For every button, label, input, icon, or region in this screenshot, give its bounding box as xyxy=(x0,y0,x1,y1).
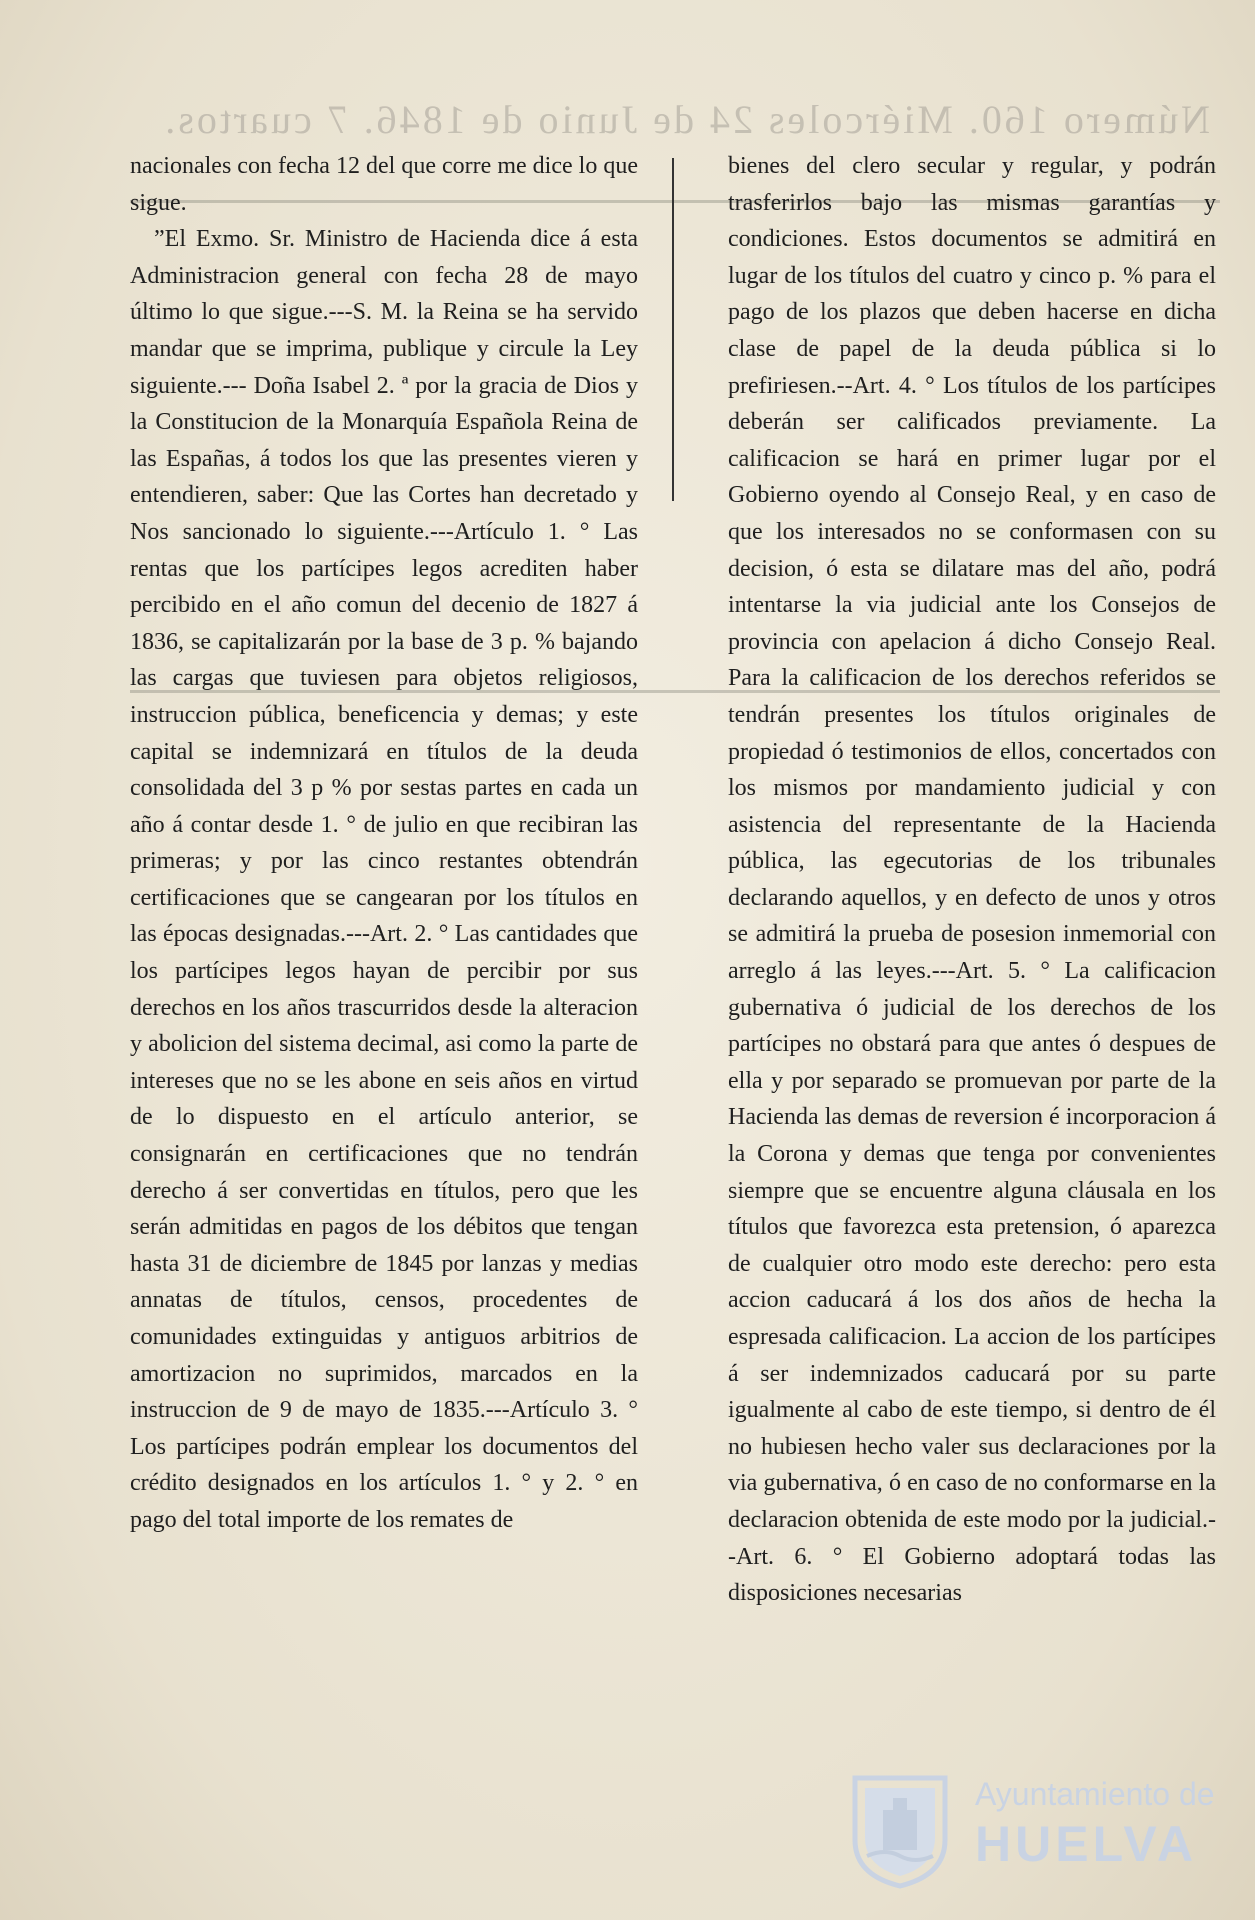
watermark-line1: Ayuntamiento de xyxy=(975,1776,1215,1812)
left-column xyxy=(130,148,638,1539)
watermark-line2: HUELVA xyxy=(975,1816,1198,1872)
huelva-watermark xyxy=(845,1770,1215,1890)
watermark-text xyxy=(975,1776,1215,1873)
right-column xyxy=(728,148,1216,1612)
header-bleed-through: Número 160. Miércoles 24 de Junio de 1846. 7 cuartos. xyxy=(162,97,1210,142)
column-divider xyxy=(672,158,674,501)
left-paragraph-1: nacionales con fecha 12 del que corre me dice lo que sigue. xyxy=(130,153,638,216)
right-paragraph-1: bienes del clero secular y regular, y podrán trasferirlos bajo las mismas garantías y condiciones. Estos documentos se admitirá en lugar de los títulos del cuatro y cinco p. % para el pago de los plazos que deben hacerse en dicha clase de papel de la deuda pública si lo prefiriesen.--Art. 4. ° Los títulos de los partícipes deberán ser calificados previamente. La calificacion se hará en primer lugar por el Gobierno oyendo al Consejo Real, y en caso de que los interesados no se conformasen con su decision, ó esta se dilatare mas del año, podrá intentarse la via judicial ante los Consejos de provincia con apelacion á dicho Consejo Real. Para la calificacion de los derechos referidos se tendrán presentes los títulos originales de propiedad ó testimonios de ellos, concertados con los mismos por mandamiento judicial y con asistencia del representante de la Hacienda pública, las egecutorias de los tribunales declarando aquellos, y en defecto de unos y otros se admitirá la prueba de posesion inmemorial con arreglo á las leyes.---Art. 5. ° La calificacion gubernativa ó judicial de los derechos de los partícipes no obstará para que antes ó despues de ella y por separado se promuevan por parte de la Hacienda las demas de reversion é incorporacion á la Corona y demas que tenga por convenientes siempre que se encuentre alguna cláusala en los títulos que favorezca esta pretension, ó aparezca de cualquier otro modo este derecho: pero esta accion caducará á los dos años de hecha la espresada calificacion. La accion de los partícipes á ser indemnizados caducará por su parte igualmente al cabo de este tiempo, si dentro de él no hubiesen hecho valer sus declaraciones por la via gubernativa, ó en caso de no conformarse en la declaracion obtenida de este modo por la judicial.--Art. 6. ° El Gobierno adoptará todas las disposiciones necesarias xyxy=(728,153,1216,1607)
huelva-crest-icon xyxy=(845,1770,955,1890)
left-paragraph-2: ”El Exmo. Sr. Ministro de Hacienda dice á esta Administracion general con fecha 28 de mayo último lo que sigue.---S. M. la Reina se ha servido mandar que se imprima, publique y circule la Ley siguiente.--- Doña Isabel 2. ª por la gracia de Dios y la Constitucion de la Monarquía Española Reina de las Españas, á todos los que las presentes vieren y entendieren, saber: Que las Cortes han decretado y Nos sancionado lo siguiente.---Artículo 1. ° Las rentas que los partícipes legos acrediten haber percibido en el año comun del decenio de 1827 á 1836, se capitalizarán por la base de 3 p. % bajando las cargas que tuviesen para objetos religiosos, instruccion pública, beneficencia y demas; y este capital se indemnizará en títulos de la deuda consolidada del 3 p % por sestas partes en cada un año á contar desde 1. ° de julio en que recibiran las primeras; y por las cinco restantes obtendrán certificaciones que se cangearan por los títulos en las épocas designadas.---Art. 2. ° Las cantidades que los partícipes legos hayan de percibir por sus derechos en los años trascurridos desde la alteracion y abolicion del sistema decimal, asi como la parte de intereses que no se les abone en seis años en virtud de lo dispuesto en el artículo anterior, se consignarán en certificaciones que no tendrán derecho á ser convertidas en títulos, pero que les serán admitidas en pagos de los débitos que tengan hasta 31 de diciembre de 1845 por lanzas y medias annatas de títulos, censos, procedentes de comunidades extinguidas y antiguos arbitrios de amortizacion no suprimidos, marcados en la instruccion de 9 de mayo de 1835.---Artículo 3. ° Los partícipes podrán emplear los documentos del crédito designados en los artículos 1. ° y 2. ° en pago del total importe de los remates de xyxy=(130,226,638,1533)
